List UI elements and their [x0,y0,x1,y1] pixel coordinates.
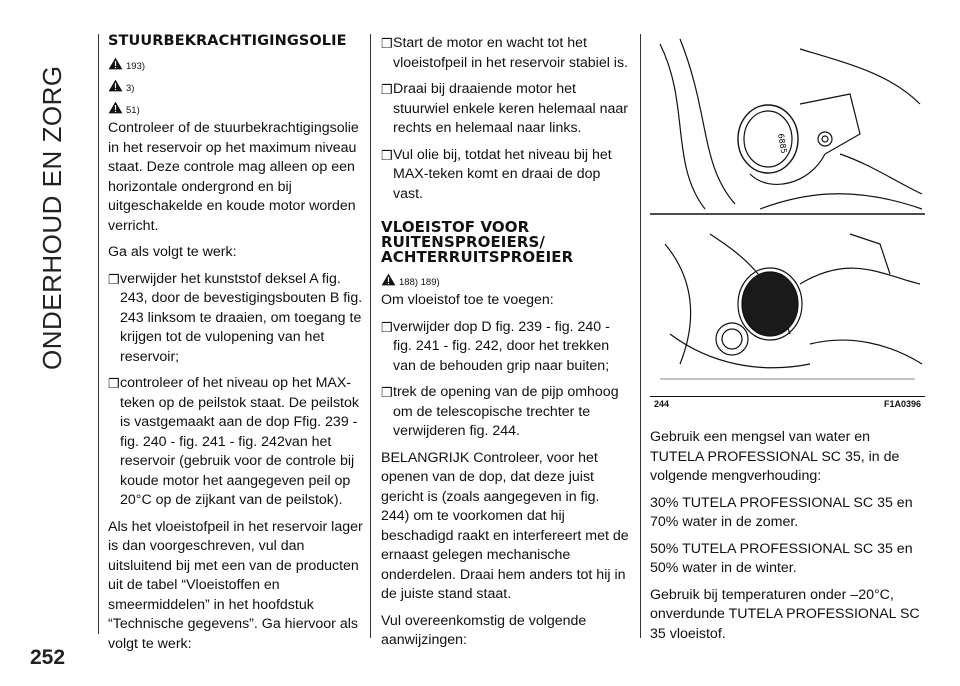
column-divider [370,34,371,638]
checkbox-bullet-icon: ❒ [108,376,120,391]
bullet-item: ❒ Start de motor en wacht tot het vloeistofpeil in het reservoir stabiel is. [381,34,631,73]
column-divider [640,34,641,638]
bullet-item: ❒ Draai bij draaiende motor het stuurwiel enkele keren helemaal naar rechts en helemaal naar links. [381,80,631,139]
paragraph: Gebruik bij temperaturen onder –20°C, onverdunde TUTELA PROFESSIONAL SC 35 vloeistof. [650,586,920,642]
paragraph: Controleer of de stuurbekrachtigingsolie in het reservoir op het maximum niveau staat. Deze controle mag alleen op een horizontale ondergrond en bij uitgeschakelde en koude motor worden verricht. [108,120,359,234]
checkbox-bullet-icon: ❒ [381,147,393,163]
figure-number: 244 [654,399,670,409]
checkbox-bullet-icon: ❒ [381,82,393,97]
section-title-power-steering: STUURBEKRACHTIGINGSOLIE [108,33,347,49]
paragraph: 30% TUTELA PROFESSIONAL SC 35 en 70% water in de zomer. [650,494,913,530]
column-1 [108,34,364,661]
checkbox-bullet-icon: ❒ [381,385,393,400]
checkbox-bullet-icon: ❒ [108,271,120,287]
paragraph: Als het vloeistofpeil in het reservoir lager is dan voorgeschreven, vul dan uitsluitend bij met een van de producten uit de tabel “Vloeistoffen en smeermiddelen” in het hoofdstuk “Technische gegevens”. Ga hiervoor als volgt te werk: [108,518,363,652]
column-divider [98,34,99,634]
warning-ref-text: 188) 189) [399,276,440,288]
paragraph: Ga als volgt te werk: [108,244,237,260]
warning-ref [108,97,364,117]
paragraph: Gebruik een mengsel van water en TUTELA PROFESSIONAL SC 35, in de volgende mengverhouding: [650,429,900,484]
cap-label: 6885 [776,132,789,155]
paragraph: Vul overeenkomstig de volgende aanwijzingen: [381,612,587,648]
warning-triangle-icon [108,101,123,114]
bullet-item: ❒ controleer of het niveau op het MAX-teken op de peilstok staat. De peilstok is vastgemaakt aan de dop Ffig. 239 - fig. 240 - fig. 241 - fig. 242van het reservoir (gebruik voor de controle bij koude motor het aangegeven peil op 20°C op de zijkant van de peilstok). [108,374,364,511]
paragraph: Om vloeistof toe te voegen: [381,292,554,308]
warning-ref [108,53,364,73]
side-chapter-title: ONDERHOUD EN ZORG [37,65,67,370]
bullet-item: ❒ trek de opening van de pijp omhoog om de telescopische trechter te verwijderen fig. 244. [381,383,631,442]
mixture-text [650,428,925,644]
column-3 [650,34,925,651]
column-2 [381,34,631,658]
warning-ref [381,269,631,289]
bullet-item: ❒ verwijder het kunststof deksel A fig. 243, door de bevestigingsbouten B fig. 243 linksom te draaien, om toegang te krijgen tot de vulopening van het reservoir; [108,270,364,368]
washer-reservoir-illustration [650,34,925,396]
warning-triangle-icon [381,273,396,286]
paragraph: BELANGRIJK Controleer, voor het openen van de dop, dat deze juist gericht is (zoals aangegeven in fig. 244) om te voorkomen dat hij beschadigd raakt en interfereert met de ernaast gelegen mechanische onderdelen. Draai hem anders tot hij in de juiste stand staat. [381,449,629,602]
checkbox-bullet-icon: ❒ [381,319,393,335]
warning-ref-text: 51) [126,104,140,116]
page-number: 252 [30,646,66,669]
checkbox-bullet-icon: ❒ [381,36,393,51]
figure-code: F1A0396 [883,399,921,409]
section-title-washer-fluid: VLOEISTOF VOOR RUITENSPROEIERS/ ACHTERRUITSPROEIER [381,218,574,266]
figure-244 [650,34,925,414]
figure-caption [650,396,925,409]
warning-ref [108,75,364,95]
warning-ref-text: 3) [126,82,135,94]
bullet-item: ❒ Vul olie bij, totdat het niveau bij het MAX-teken komt en draai de dop vast. [381,146,631,205]
warning-triangle-icon [108,57,123,70]
bullet-item: ❒ verwijder dop D fig. 239 - fig. 240 - fig. 241 - fig. 242, door het trekken van de behouden grip naar buiten; [381,318,631,377]
warning-ref-text: 193) [126,60,146,72]
paragraph: 50% TUTELA PROFESSIONAL SC 35 en 50% water in de winter. [650,540,913,576]
warning-triangle-icon [108,79,123,92]
